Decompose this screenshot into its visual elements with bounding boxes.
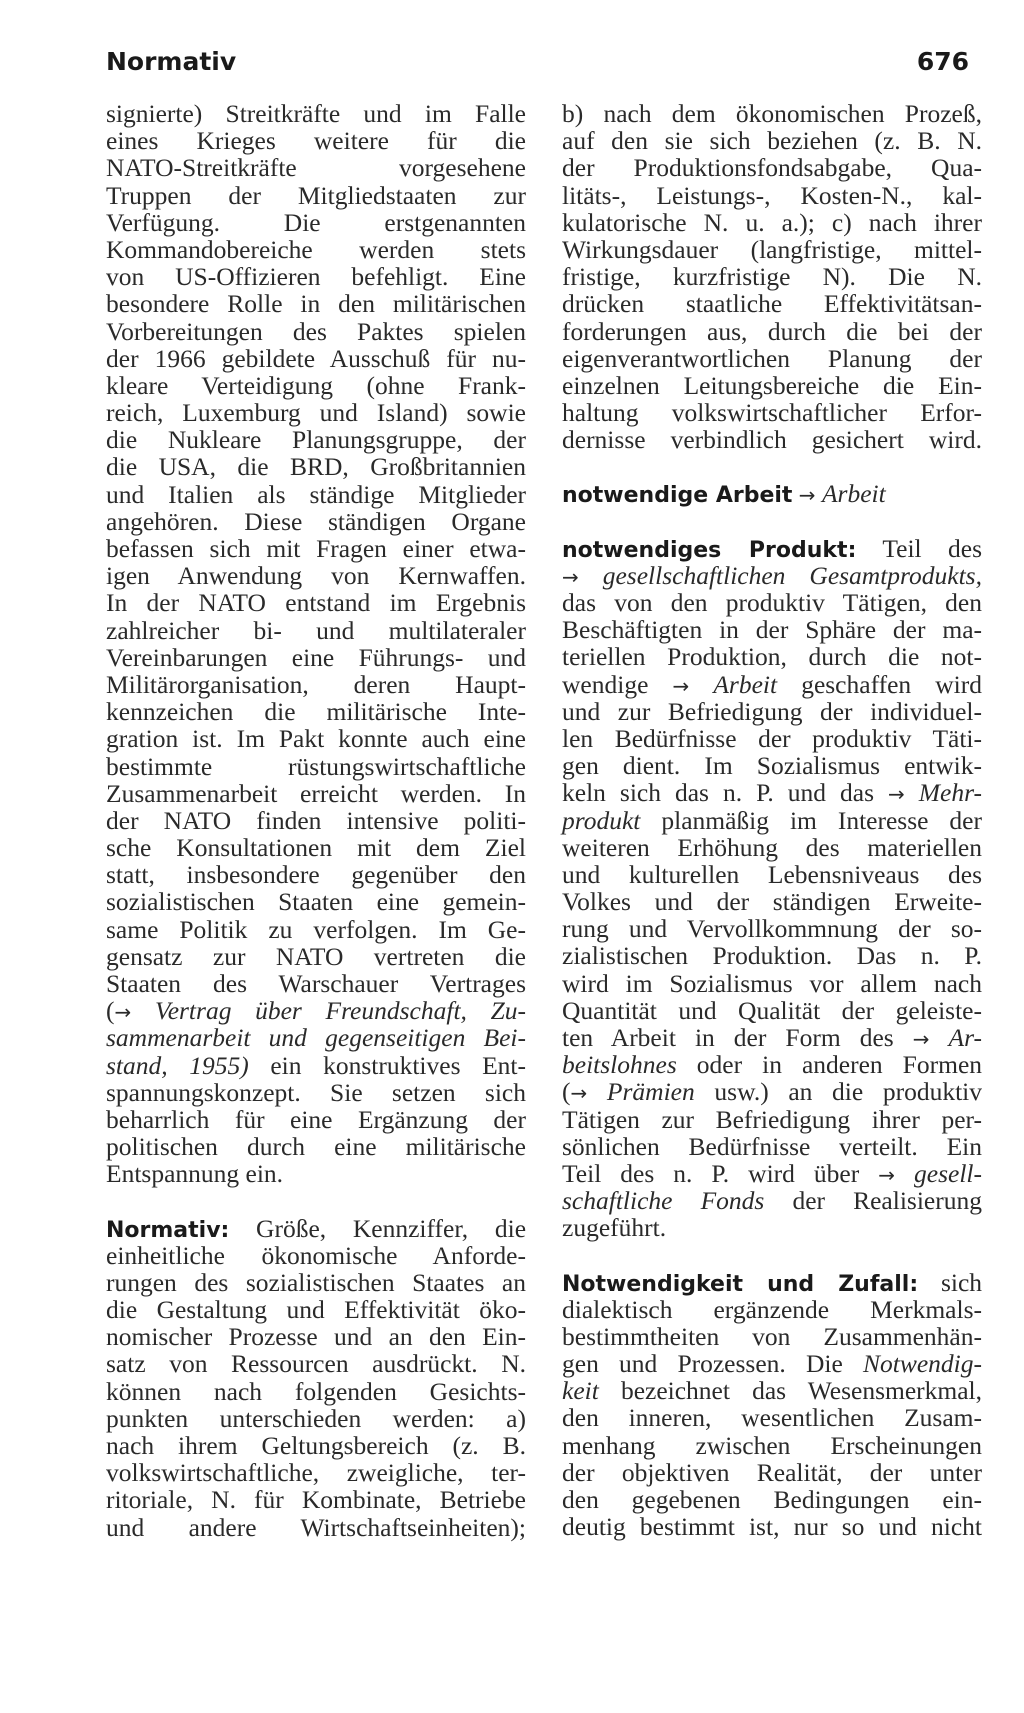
emphasis-term: Notwendig- xyxy=(863,1349,982,1379)
text-fragment: Teil des xyxy=(882,533,982,563)
entry-spacer xyxy=(106,1188,526,1215)
text-line xyxy=(106,997,526,1024)
text-line: Entspannung ein. xyxy=(106,1159,284,1189)
cross-reference-link[interactable]: sammenarbeit und gegenseitigen Bei- xyxy=(106,1023,526,1053)
text-line: den inneren, wesentlichen Zusam- xyxy=(562,1403,982,1433)
cross-reference-link[interactable]: Arbeit xyxy=(713,669,778,699)
text-line: signierte) Streitkräfte und im Falle xyxy=(106,99,526,128)
text-line xyxy=(562,671,982,698)
text-line: Volkes und der ständigen Erweite- xyxy=(562,887,982,917)
text-line: Zusammenarbeit erreicht werden. In xyxy=(106,778,526,808)
text-line: angehören. Diese ständigen Organe xyxy=(106,506,526,536)
text-line: von US-Offizieren befehligt. Eine xyxy=(106,262,526,292)
text-line: teriellen Produktion, durch die not- xyxy=(562,642,982,672)
text-line: menhang zwischen Erscheinungen xyxy=(562,1430,982,1460)
text-line: Beschäftigten in der Sphäre der ma- xyxy=(562,615,982,645)
text-line: drücken staatliche Effektivitätsan- xyxy=(562,289,982,319)
entry-first-line xyxy=(562,1269,982,1296)
text-line: zialistischen Produktion. Das n. P. xyxy=(562,941,982,971)
text-fragment: bezeichnet das Wesensmerkmal, xyxy=(620,1376,982,1406)
text-line: gen dient. Im Sozialismus entwik- xyxy=(562,751,982,781)
text-line: gensatz zur NATO vertreten die xyxy=(106,941,526,971)
text-line xyxy=(562,1160,982,1187)
cross-reference-link[interactable]: Ar- xyxy=(948,1023,982,1052)
text-line: haltung volkswirtschaftlicher Erfor- xyxy=(562,398,982,428)
text-line xyxy=(562,807,982,834)
text-line: Tätigen zur Befriedigung ihrer per- xyxy=(562,1104,982,1134)
text-line: volkswirtschaftliche, zweigliche, ter- xyxy=(106,1458,526,1488)
text-line xyxy=(562,1377,982,1404)
text-line: reich, Luxemburg und Island) sowie xyxy=(106,398,526,428)
headword-notwendiges-produkt: notwendiges Produkt: xyxy=(562,537,857,563)
text-line: die Gestaltung und Effektivität öko- xyxy=(106,1295,526,1325)
text-line: der 1966 gebildete Ausschuß für nu- xyxy=(106,343,526,373)
text-line: und Italien als ständige Mitglieder xyxy=(106,479,526,509)
left-column xyxy=(106,100,526,1541)
headword-notwendigkeit-und-zufall: Notwendigkeit und Zufall: xyxy=(562,1271,919,1297)
text-line: können nach folgenden Gesichts- xyxy=(106,1376,526,1406)
text-fragment: sich xyxy=(940,1267,983,1297)
text-line: Truppen der Mitgliedstaaten zur xyxy=(106,180,526,210)
cross-reference-link[interactable]: gesellschaftlichen Gesamtprodukts, xyxy=(602,560,982,590)
text-line: der objektiven Realität, der unter xyxy=(562,1457,982,1487)
cross-reference-arrow-icon: → xyxy=(878,1162,896,1187)
emphasis-term: keit xyxy=(562,1376,599,1406)
text-line: satz von Ressourcen ausdrückt. N. xyxy=(106,1349,526,1379)
text-fragment: ein konstruktives Ent- xyxy=(270,1050,527,1080)
text-line: Staaten des Warschauer Vertrages xyxy=(106,969,526,998)
text-fragment: ( xyxy=(562,1077,571,1107)
cross-reference-link[interactable]: Arbeit xyxy=(821,479,886,509)
text-line: befassen sich mit Fragen einer etwa- xyxy=(106,534,526,563)
text-line: weiteren Erhöhung des materiellen xyxy=(562,832,982,862)
text-line: sche Konsultationen mit dem Ziel xyxy=(106,833,526,863)
text-line: spannungskonzept. Sie setzen sich xyxy=(106,1077,526,1107)
cross-reference-link[interactable]: stand, 1955) xyxy=(106,1050,249,1080)
text-line: rungen des sozialistischen Staates an xyxy=(106,1267,526,1297)
text-fragment: Teil des n. P. wird über xyxy=(562,1158,860,1188)
text-line: nach ihrem Geltungsbereich (z. B. xyxy=(106,1431,526,1460)
text-line: zugeführt. xyxy=(562,1213,667,1243)
cross-reference-link[interactable]: Vertrag über Freundschaft, Zu- xyxy=(154,996,527,1026)
entry-first-line xyxy=(562,480,982,507)
text-line: das von den produktiv Tätigen, den xyxy=(562,588,982,617)
text-line: same Politik zu verfolgen. Im Ge- xyxy=(106,914,526,944)
cross-reference-link[interactable]: schaftliche Fonds xyxy=(562,1186,765,1216)
text-line: kleare Verteidigung (ohne Frank- xyxy=(106,370,526,400)
entry-spacer xyxy=(562,508,982,535)
text-line xyxy=(562,779,982,806)
text-fragment: geschaffen wird xyxy=(801,669,982,699)
text-line: nomischer Prozesse und an den Ein- xyxy=(106,1322,526,1352)
text-line: Wirkungsdauer (langfristige, mittel- xyxy=(562,234,982,264)
text-line: Kommandobereiche werden stets xyxy=(106,234,526,264)
text-fragment: Größe, Kennziffer, die xyxy=(256,1213,527,1243)
text-fragment: planmäßig im Interesse der xyxy=(661,805,982,835)
text-line: wird im Sozialismus vor allem nach xyxy=(562,968,982,998)
text-line: b) nach dem ökonomischen Prozeß, xyxy=(562,99,982,128)
cross-reference-link[interactable]: gesell- xyxy=(914,1158,983,1188)
text-line: igen Anwendung von Kernwaffen. xyxy=(106,561,526,591)
text-line: die Nukleare Planungsgruppe, der xyxy=(106,425,526,455)
text-line: und andere Wirtschaftseinheiten); xyxy=(106,1512,526,1542)
text-fragment: ( xyxy=(106,996,115,1026)
text-line: einzelnen Leitungsbereiche die Ein- xyxy=(562,370,982,400)
text-line: und kulturellen Lebensniveaus des xyxy=(562,859,982,889)
text-line: NATO-Streitkräfte vorgesehene xyxy=(106,153,526,183)
entry-first-line xyxy=(562,535,982,562)
text-line: sönlichen Bedürfnisse verteilt. Ein xyxy=(562,1131,982,1161)
text-line: der NATO finden intensive politi- xyxy=(106,805,526,835)
entry-first-line xyxy=(106,1215,526,1242)
text-line: sozialistischen Staaten eine gemein- xyxy=(106,887,526,917)
cross-reference-arrow-icon: → xyxy=(672,673,690,698)
text-line xyxy=(106,1024,526,1051)
text-fragment: wendige xyxy=(562,669,649,699)
text-line: dernisse verbindlich gesichert wird. xyxy=(562,425,982,455)
text-fragment: usw.) an die produktiv xyxy=(714,1077,983,1107)
text-line xyxy=(562,1187,982,1214)
entry-spacer xyxy=(562,1242,982,1269)
text-line: eines Krieges weitere für die xyxy=(106,126,526,156)
text-line: deutig bestimmt ist, nur so und nicht xyxy=(562,1512,982,1542)
cross-reference-arrow-icon: → xyxy=(114,1000,132,1025)
headword-normativ: Normativ: xyxy=(106,1217,230,1243)
text-line: auf den sie sich beziehen (z. B. N. xyxy=(562,126,982,156)
text-fragment: keln sich das n. P. und das xyxy=(562,778,875,808)
cross-reference-link[interactable]: produkt xyxy=(562,805,641,835)
text-line: einheitliche ökonomische Anforde- xyxy=(106,1240,526,1270)
text-line: fristige, kurzfristige N). Die N. xyxy=(562,262,982,292)
text-line: statt, insbesondere gegenüber den xyxy=(106,860,526,890)
page-number: 676 xyxy=(916,47,969,76)
text-line: eigenverantwortlichen Planung der xyxy=(562,343,982,373)
text-line: forderungen aus, durch die bei der xyxy=(562,316,982,346)
text-line: In der NATO entstand im Ergebnis xyxy=(106,588,526,618)
cross-reference-arrow-icon: → xyxy=(888,782,905,807)
entry-spacer xyxy=(562,453,982,480)
headword-notwendige-arbeit: notwendige Arbeit xyxy=(562,483,793,509)
text-line: beharrlich für eine Ergänzung der xyxy=(106,1104,526,1134)
text-line xyxy=(562,1078,982,1105)
text-line: kulatorische N. u. a.); c) nach ihrer xyxy=(562,207,982,237)
text-line xyxy=(562,1051,982,1078)
text-line: len Bedürfnisse der produktiv Täti- xyxy=(562,723,982,753)
text-line xyxy=(562,562,982,589)
text-line: besondere Rolle in den militärischen xyxy=(106,289,526,319)
cross-reference-arrow-icon: → xyxy=(912,1027,930,1051)
cross-reference-arrow-icon: → xyxy=(798,483,816,508)
text-line: ritoriale, N. für Kombinate, Betriebe xyxy=(106,1485,526,1515)
text-line: Verfügung. Die erstgenannten xyxy=(106,207,526,237)
text-line: den gegebenen Bedingungen ein- xyxy=(562,1485,982,1514)
text-line: litäts-, Leistungs-, Kosten-N., kal- xyxy=(562,180,982,210)
text-line: Militärorganisation, deren Haupt- xyxy=(106,669,526,699)
running-head-keyword: Normativ xyxy=(106,47,237,76)
cross-reference-link[interactable]: Mehr- xyxy=(918,778,983,808)
cross-reference-arrow-icon: → xyxy=(570,1081,588,1106)
cross-reference-link[interactable]: beitslohnes xyxy=(562,1050,677,1080)
text-line: die USA, die BRD, Großbritannien xyxy=(106,452,526,482)
text-fragment: oder in anderen Formen xyxy=(696,1050,983,1080)
text-line xyxy=(562,1350,982,1377)
text-line: politischen durch eine militärische xyxy=(106,1132,526,1162)
text-line: zahlreicher bi- und multilateraler xyxy=(106,615,526,645)
text-fragment: gen und Prozessen. Die xyxy=(562,1349,843,1379)
text-line: kennzeichen die militärische Inte- xyxy=(106,697,526,727)
text-line: bestimmte rüstungswirtschaftliche xyxy=(106,751,526,781)
text-line: der Produktionsfondsabgabe, Qua- xyxy=(562,153,982,183)
text-line: rung und Vervollkommnung der so- xyxy=(562,914,982,944)
text-line: dialektisch ergänzende Merkmals- xyxy=(562,1294,982,1324)
text-line: gration ist. Im Pakt konnte auch eine xyxy=(106,724,526,754)
right-column xyxy=(562,100,982,1540)
cross-reference-link[interactable]: Prämien xyxy=(606,1077,695,1107)
text-fragment: der Realisierung xyxy=(792,1186,982,1216)
text-line: punkten unterschieden werden: a) xyxy=(106,1403,526,1433)
text-fragment: ten Arbeit in der Form des xyxy=(562,1023,894,1052)
text-line xyxy=(562,1024,982,1051)
text-line: Vorbereitungen des Paktes spielen xyxy=(106,316,526,346)
text-line xyxy=(106,1052,526,1079)
text-line: Vereinbarungen eine Führungs- und xyxy=(106,642,526,672)
text-line: bestimmtheiten von Zusammenhän- xyxy=(562,1321,982,1351)
text-line: und zur Befriedigung der individuel- xyxy=(562,696,982,726)
cross-reference-arrow-icon: → xyxy=(562,564,579,589)
text-line: Quantität und Qualität der geleiste- xyxy=(562,995,982,1025)
